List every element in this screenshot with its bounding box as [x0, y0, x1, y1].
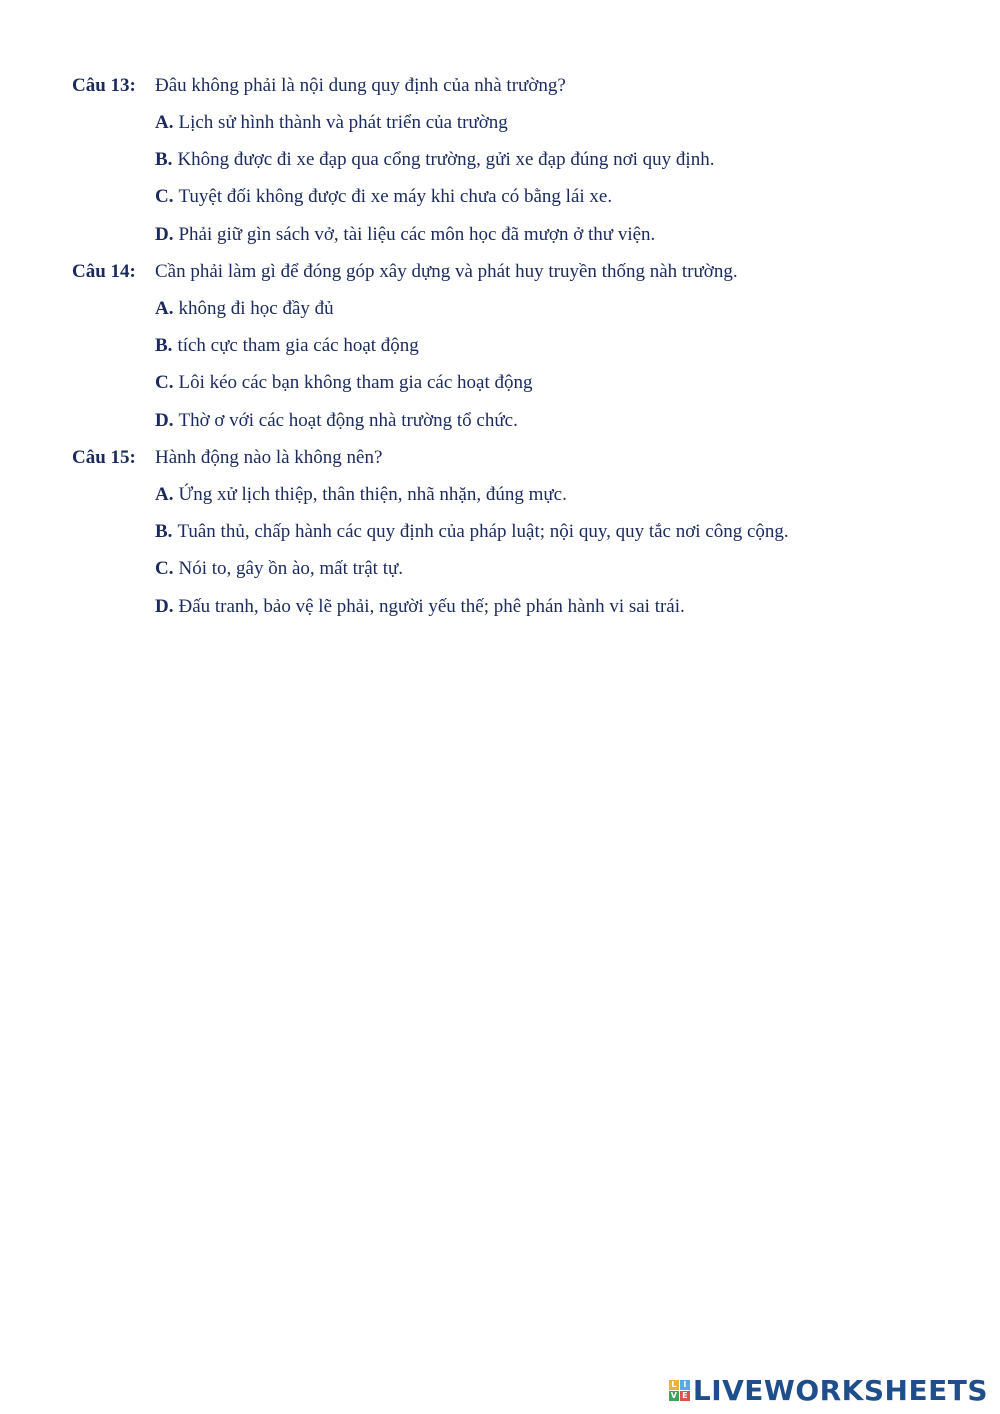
- option-letter: D.: [155, 595, 174, 617]
- option-text: Không được đi xe đạp qua cổng trường, gửi xe đạp đúng nơi quy định.: [177, 148, 715, 170]
- option-text: Lôi kéo các bạn không tham gia các hoạt động: [178, 372, 533, 394]
- question-number: Câu 14:: [72, 260, 136, 282]
- question-15: [72, 439, 972, 625]
- option-text: Ứng xử lịch thiệp, thân thiện, nhã nhặn, đúng mực.: [178, 483, 567, 505]
- option-text: Tuyệt đối không được đi xe máy khi chưa có bằng lái xe.: [178, 186, 613, 208]
- question-text: Cần phải làm gì để đóng góp xây dựng và phát huy truyền thống nàh trường.: [155, 260, 738, 282]
- question-header: [72, 253, 972, 290]
- logo-mark-letter: L: [669, 1380, 679, 1390]
- option-a: [72, 290, 972, 327]
- option-letter: A.: [155, 111, 174, 133]
- option-c: [72, 551, 972, 588]
- option-letter: D.: [155, 223, 174, 245]
- logo-mark-letter: I: [680, 1380, 690, 1390]
- logo-text: LIVEWORKSHEETS: [692, 1373, 988, 1407]
- option-b: [72, 141, 972, 178]
- option-c: [72, 365, 972, 402]
- option-letter: A.: [155, 297, 174, 319]
- option-letter: C.: [155, 558, 174, 580]
- option-c: [72, 179, 972, 216]
- option-text: Tuân thủ, chấp hành các quy định của pháp luật; nội quy, quy tắc nơi công cộng.: [177, 520, 789, 542]
- question-header: [72, 439, 972, 476]
- question-text: Đâu không phải là nội dung quy định của nhà trường?: [155, 74, 566, 96]
- option-d: [72, 402, 972, 439]
- option-d: [72, 216, 972, 253]
- option-letter: D.: [155, 409, 174, 431]
- option-letter: C.: [155, 186, 174, 208]
- question-text: Hành động nào là không nên?: [155, 446, 383, 468]
- option-text: không đi học đầy đủ: [178, 297, 334, 319]
- option-text: Thờ ơ với các hoạt động nhà trường tổ chức.: [178, 409, 518, 431]
- option-d: [72, 588, 972, 625]
- question-number: Câu 15:: [72, 446, 136, 468]
- option-a: [72, 476, 972, 513]
- question-number: Câu 13:: [72, 74, 136, 96]
- logo-mark-letter: E: [680, 1391, 690, 1401]
- question-14: [72, 253, 972, 439]
- logo-mark-icon: [669, 1380, 690, 1401]
- option-text: Phải giữ gìn sách vở, tài liệu các môn học đã mượn ở thư viện.: [178, 223, 656, 245]
- option-letter: A.: [155, 483, 174, 505]
- option-text: Lịch sử hình thành và phát triển của trường: [178, 111, 508, 133]
- option-text: tích cực tham gia các hoạt động: [177, 334, 419, 356]
- liveworksheets-logo: [669, 1374, 988, 1406]
- option-a: [72, 104, 972, 141]
- option-letter: B.: [155, 334, 173, 356]
- option-b: [72, 327, 972, 364]
- option-text: Đấu tranh, bảo vệ lẽ phải, người yếu thế; phê phán hành vi sai trái.: [178, 595, 685, 617]
- option-letter: C.: [155, 372, 174, 394]
- question-13: [72, 67, 972, 253]
- option-text: Nói to, gây ồn ào, mất trật tự.: [178, 558, 404, 580]
- option-b: [72, 513, 972, 550]
- question-header: [72, 67, 972, 104]
- logo-mark-letter: V: [670, 1390, 677, 1400]
- option-letter: B.: [155, 520, 173, 542]
- option-letter: B.: [155, 148, 173, 170]
